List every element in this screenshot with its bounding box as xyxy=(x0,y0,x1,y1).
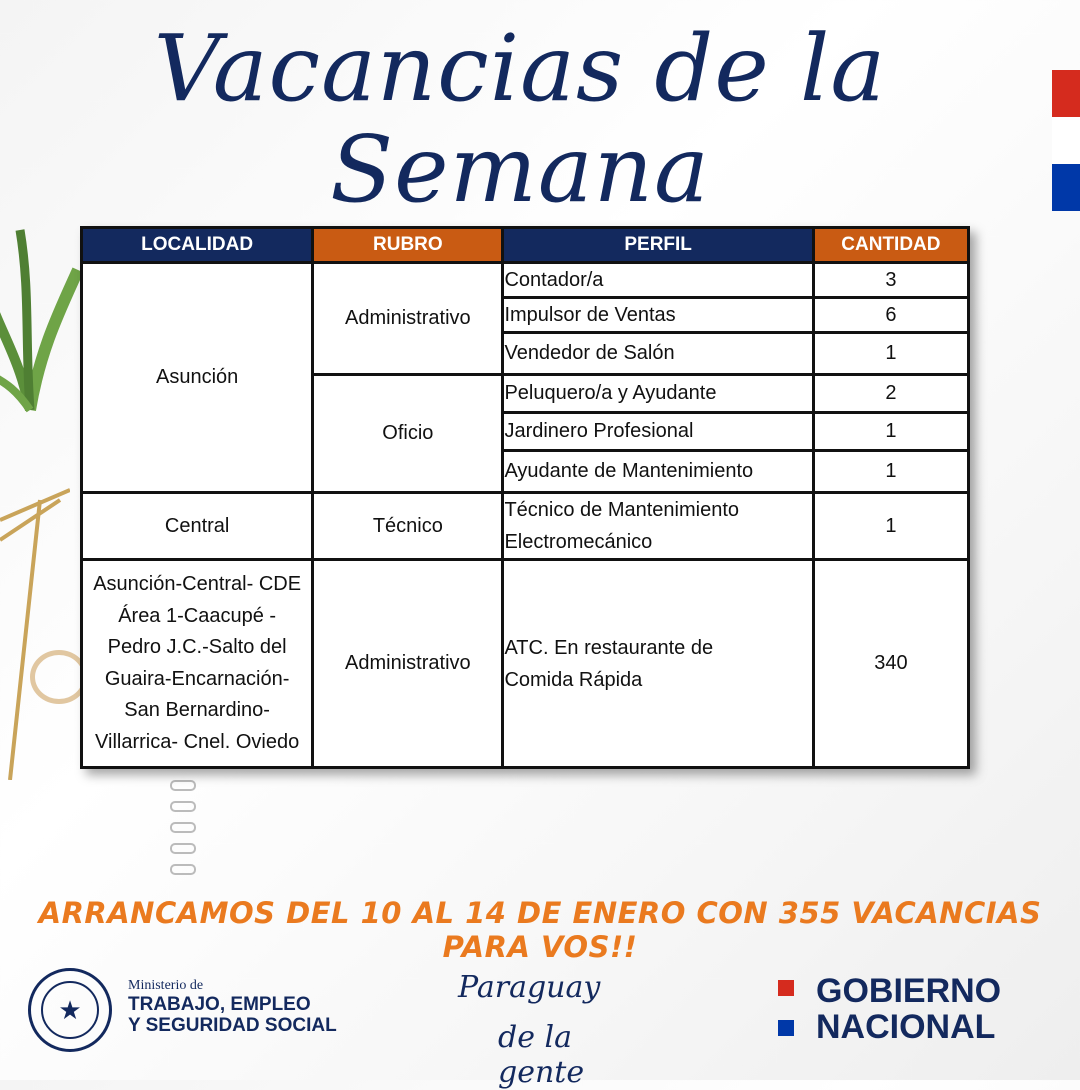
notebook-spiral-decoration-icon xyxy=(170,780,210,890)
cantidad-cell: 2 xyxy=(813,375,968,413)
vacancies-table xyxy=(80,226,970,769)
page-title: Vacancias de la Semana xyxy=(153,15,887,224)
gov-line2: NACIONAL xyxy=(816,1008,996,1046)
promo-banner: ARRANCAMOS DEL 10 AL 14 DE ENERO CON 355 VACANCIAS PARA VOS!! xyxy=(38,896,1042,964)
cantidad-cell: 1 xyxy=(813,413,968,451)
table-row xyxy=(82,493,969,560)
header-perfil: PERFIL xyxy=(503,228,813,263)
perfil-cell: Vendedor de Salón xyxy=(503,333,813,375)
gov-line1: GOBIERNO xyxy=(816,972,1002,1010)
table-row xyxy=(82,560,969,768)
paraguay-flag-icon xyxy=(1052,70,1080,211)
perfil-line: Técnico de Mantenimiento xyxy=(504,499,740,521)
localidad-line: Pedro J.C.-Salto del xyxy=(107,636,287,658)
red-square-icon xyxy=(778,980,794,996)
localidad-cell: Asunción xyxy=(82,263,313,493)
perfil-cell xyxy=(503,493,813,560)
perfil-cell xyxy=(503,560,813,768)
perfil-cell: Contador/a xyxy=(503,263,813,298)
cantidad-cell: 3 xyxy=(813,263,968,298)
star-icon: ★ xyxy=(41,981,99,1039)
blue-square-icon xyxy=(778,1020,794,1036)
ministry-line1: TRABAJO, EMPLEO xyxy=(128,994,311,1015)
cantidad-cell: 1 xyxy=(813,493,968,560)
gold-wire-decoration-icon xyxy=(0,480,70,780)
perfil-line: Comida Rápida xyxy=(504,668,643,691)
localidad-line: Área 1-Caacupé - xyxy=(118,604,277,627)
localidad-cell xyxy=(82,560,313,768)
slogan-line2: de la gente xyxy=(498,1020,585,1090)
ministry-line2: Y SEGURIDAD SOCIAL xyxy=(128,1015,337,1036)
rubro-cell: Técnico xyxy=(313,493,503,560)
rubro-cell: Administrativo xyxy=(313,263,503,375)
localidad-line: Guaira-Encarnación- xyxy=(104,667,290,690)
perfil-line: Electromecánico xyxy=(504,531,653,553)
localidad-line: Villarrica- Cnel. Oviedo xyxy=(95,730,300,753)
table-header-row xyxy=(82,228,969,263)
header-localidad: LOCALIDAD xyxy=(82,228,313,263)
table-row xyxy=(82,263,969,298)
localidad-line: Asunción-Central- CDE xyxy=(93,573,302,595)
perfil-cell: Impulsor de Ventas xyxy=(503,298,813,333)
footer xyxy=(0,960,1080,1090)
cantidad-cell: 1 xyxy=(813,333,968,375)
slogan-logo xyxy=(458,966,658,1090)
localidad-line: San Bernardino- xyxy=(124,699,270,721)
rubro-cell: Administrativo xyxy=(313,560,503,768)
header-rubro: RUBRO xyxy=(313,228,503,263)
republic-seal-icon xyxy=(28,968,112,1052)
ministry-small: Ministerio de xyxy=(128,978,204,993)
cantidad-cell: 1 xyxy=(813,451,968,493)
cantidad-cell: 340 xyxy=(813,560,968,768)
plant-decoration-icon xyxy=(0,210,80,430)
ministry-logo xyxy=(128,978,337,1036)
perfil-cell: Peluquero/a y Ayudante xyxy=(503,375,813,413)
perfil-line: ATC. En restaurante de xyxy=(504,636,714,659)
header-cantidad: CANTIDAD xyxy=(813,228,968,263)
cantidad-cell: 6 xyxy=(813,298,968,333)
perfil-cell: Jardinero Profesional xyxy=(503,413,813,451)
perfil-cell: Ayudante de Mantenimiento xyxy=(503,451,813,493)
slogan-line1: Paraguay xyxy=(458,970,601,1005)
rubro-cell: Oficio xyxy=(313,375,503,493)
localidad-cell: Central xyxy=(82,493,313,560)
